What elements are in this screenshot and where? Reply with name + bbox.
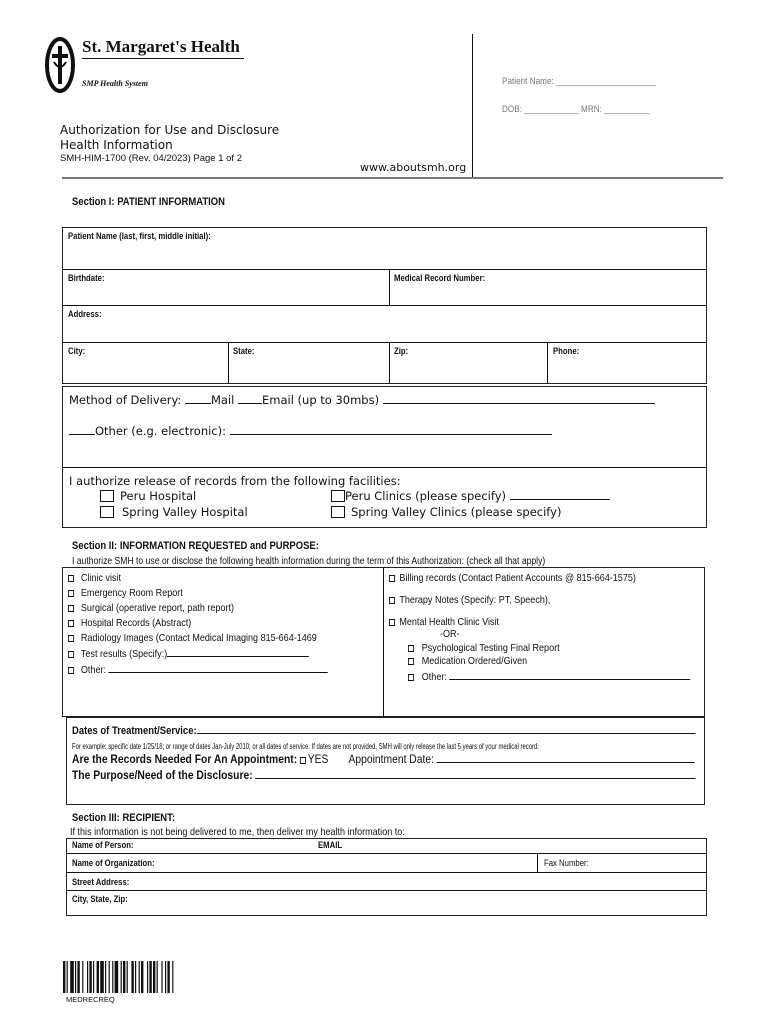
- left-records-list: [68, 571, 370, 678]
- barcode-bar: [115, 961, 119, 993]
- other-delivery-row: [69, 424, 552, 438]
- barcode-bar: [167, 961, 169, 993]
- barcode-bar: [100, 961, 104, 993]
- spring-valley-clinics-label: Spring Valley Clinics (please specify): [351, 505, 562, 519]
- barcode-bar: [123, 961, 125, 993]
- other-right-option[interactable]: Other:: [408, 669, 690, 683]
- barcode-bar: [153, 961, 155, 993]
- name-of-person-field[interactable]: Name of Person:: [72, 840, 134, 850]
- or-text: -OR-: [440, 628, 460, 640]
- logo: [44, 36, 76, 94]
- psych-testing-option[interactable]: Psychological Testing Final Report: [408, 642, 560, 654]
- zip-field[interactable]: Zip:: [394, 346, 409, 356]
- barcode-bar: [131, 961, 133, 993]
- barcode-bar: [147, 961, 148, 993]
- email-option[interactable]: Email (up to 30mbs): [261, 393, 380, 407]
- barcode-bar: [93, 961, 94, 993]
- barcode-bar: [141, 961, 143, 993]
- phone-field[interactable]: Phone:: [553, 346, 580, 356]
- barcode-bar: [89, 961, 91, 993]
- system-name: SMP Health System: [82, 79, 148, 88]
- barcode-bar: [82, 961, 83, 993]
- dates-of-treatment-field[interactable]: Dates of Treatment/Service:: [72, 723, 695, 737]
- mrn-field[interactable]: Medical Record Number:: [394, 273, 486, 283]
- barcode-bar: [112, 961, 113, 993]
- barcode-bar: [139, 961, 140, 993]
- barcode-bar: [121, 961, 122, 993]
- delivery-method-row: [69, 393, 655, 407]
- patient-name-field[interactable]: Patient Name (last, first, middle initial):: [68, 231, 211, 241]
- peru-hospital-option[interactable]: [100, 489, 196, 503]
- form-title-line2: Health Information: [60, 138, 173, 152]
- fax-field[interactable]: Fax Number:: [544, 858, 589, 868]
- barcode-bar: [161, 961, 162, 993]
- barcode-bar: [87, 961, 88, 993]
- cross-logo-icon: [44, 36, 76, 94]
- form-title-line1: Authorization for Use and Disclosure: [60, 123, 280, 137]
- authorize-text: I authorize release of records from the following facilities:: [69, 474, 401, 488]
- medication-option[interactable]: Medication Ordered/Given: [408, 655, 527, 667]
- yes-option[interactable]: YES: [300, 752, 328, 766]
- website: www.aboutsmh.org: [360, 161, 467, 174]
- barcode-bar: [77, 961, 79, 993]
- checkbox[interactable]: [100, 506, 114, 518]
- barcode-bar: [172, 961, 173, 993]
- mental-health-option[interactable]: Mental Health Clinic Visit: [389, 616, 499, 628]
- other-left-option[interactable]: Other:: [68, 662, 328, 678]
- barcode-bar: [109, 961, 110, 993]
- spring-valley-hospital-label: Spring Valley Hospital: [122, 505, 248, 519]
- checkbox[interactable]: [331, 490, 345, 502]
- purpose-field[interactable]: The Purpose/Need of the Disclosure:: [72, 768, 696, 782]
- section3-intro: If this information is not being delivered to me, then deliver my health information to:: [70, 826, 405, 838]
- barcode-bar: [97, 961, 99, 993]
- dates-example: For example: specific date 1/25/18; or range of dates Jan-July 2010; or all dates of service. If dates are not provided, SMH will only release the last 5 years of your medical record.: [72, 742, 539, 751]
- checkbox[interactable]: [331, 506, 345, 518]
- barcode-bar: [157, 961, 158, 993]
- state-field[interactable]: State:: [233, 346, 255, 356]
- barcode-bar: [127, 961, 128, 993]
- test-results-option[interactable]: Test results (Specify:): [68, 646, 328, 662]
- patient-name-header: Patient Name: ______________________: [502, 76, 657, 87]
- barcode-bar: [105, 961, 106, 993]
- billing-option[interactable]: Billing records (Contact Patient Accounts @ 815-664-1575): [389, 572, 636, 584]
- surgical-option[interactable]: Surgical (operative report, path report): [68, 601, 328, 616]
- barcode-bar: [149, 961, 151, 993]
- organization-field[interactable]: Name of Organization:: [72, 858, 155, 868]
- other-delivery-option[interactable]: Other (e.g. electronic):: [95, 424, 226, 438]
- spring-valley-hospital-option[interactable]: [100, 505, 248, 519]
- section1-title: Section I: PATIENT INFORMATION: [72, 196, 225, 208]
- hospital-records-option[interactable]: Hospital Records (Abstract): [68, 616, 328, 631]
- appointment-row: [72, 752, 695, 766]
- er-report-option[interactable]: Emergency Room Report: [68, 586, 328, 601]
- peru-clinics-option[interactable]: [331, 489, 610, 503]
- barcode-label: MEDRECREQ: [66, 995, 115, 1004]
- recipient-table: [66, 838, 707, 916]
- radiology-option[interactable]: Radiology Images (Contact Medical Imaging 815-664-1469: [68, 631, 328, 646]
- dob-mrn-header: DOB: ____________ MRN: __________: [502, 104, 650, 115]
- barcode-icon: [63, 961, 211, 993]
- barcode-bar: [75, 961, 76, 993]
- address-field[interactable]: Address:: [68, 309, 102, 319]
- appointment-date-field[interactable]: Appointment Date:: [348, 752, 694, 766]
- barcode-bar: [70, 961, 74, 993]
- checkbox[interactable]: [100, 490, 114, 502]
- barcode-bar: [67, 961, 68, 993]
- barcode: [63, 961, 211, 993]
- city-state-zip-field[interactable]: City, State, Zip:: [72, 894, 128, 904]
- mail-option[interactable]: Mail: [210, 393, 235, 407]
- form-title: [60, 123, 279, 153]
- peru-clinics-label: Peru Clinics (please specify): [345, 489, 506, 503]
- therapy-option[interactable]: Therapy Notes (Specify: PT, Speech),: [389, 594, 550, 606]
- org-name: St. Margaret's Health: [82, 37, 240, 56]
- clinic-visit-option[interactable]: Clinic visit: [68, 571, 328, 586]
- peru-hospital-label: Peru Hospital: [120, 489, 197, 503]
- barcode-bar: [165, 961, 166, 993]
- spring-valley-clinics-option[interactable]: [331, 505, 561, 519]
- delivery-method-label: Method of Delivery:: [69, 393, 185, 407]
- section2-title: Section II: INFORMATION REQUESTED and PURPOSE:: [72, 540, 319, 552]
- birthdate-field[interactable]: Birthdate:: [68, 273, 105, 283]
- city-field[interactable]: City:: [68, 346, 86, 356]
- appointment-question: Are the Records Needed For An Appointment:: [72, 752, 298, 766]
- street-address-field[interactable]: Street Address:: [72, 877, 130, 887]
- barcode-bar: [63, 961, 65, 993]
- barcode-bar: [135, 961, 136, 993]
- form-code: SMH-HIM-1700 (Rev. 04/2023) Page 1 of 2: [60, 153, 242, 164]
- section2-intro: I authorize SMH to use or disclose the following health information during the term of this Authorization: (check all that apply): [72, 556, 546, 567]
- section3-title: Section III: RECIPIENT:: [72, 812, 176, 824]
- email-field[interactable]: EMAIL: [318, 840, 343, 850]
